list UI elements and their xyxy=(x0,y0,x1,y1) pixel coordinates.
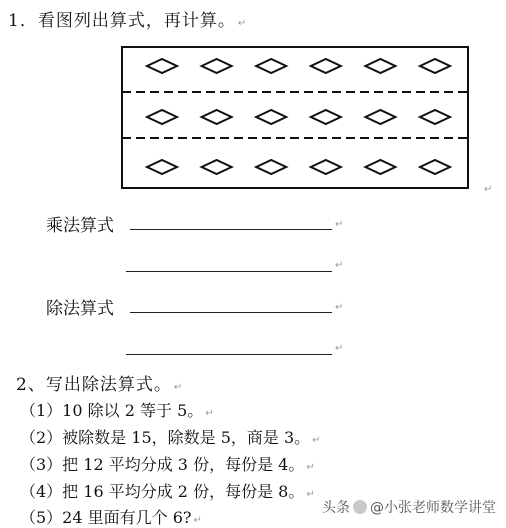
diamond-shape xyxy=(202,59,232,73)
mult-label: 乘法算式 xyxy=(46,216,114,236)
diamond-shape xyxy=(311,110,341,124)
return-mark: ↵ xyxy=(335,219,344,230)
return-mark: ↵ xyxy=(335,260,344,271)
q2-item-3: （3）把 12 平均分成 3 份，每份是 4。 ↵ xyxy=(20,455,315,474)
question-2-title-text: 2、写出除法算式。 xyxy=(16,375,172,395)
diamond-shape xyxy=(202,110,232,124)
return-mark: ↵ xyxy=(193,515,202,526)
diamond-shape xyxy=(365,59,395,73)
div-answer-line-1[interactable] xyxy=(130,312,332,313)
return-mark: ↵ xyxy=(306,489,315,500)
return-mark: ↵ xyxy=(237,18,248,29)
watermark xyxy=(322,497,496,517)
avatar-icon xyxy=(353,500,367,514)
return-mark: ↵ xyxy=(173,382,184,393)
diamond-group xyxy=(147,59,450,174)
diamond-shape xyxy=(420,160,450,174)
return-mark: ↵ xyxy=(484,184,493,195)
q2-item-4: （4）把 16 平均分成 2 份，每份是 8。 ↵ xyxy=(20,482,315,501)
div-answer-line-2[interactable] xyxy=(126,354,332,355)
diamond-shape xyxy=(311,160,341,174)
diamond-shape xyxy=(256,160,286,174)
return-mark: ↵ xyxy=(306,462,315,473)
question-2-title xyxy=(16,370,183,395)
diamond-shape xyxy=(311,59,341,73)
watermark-prefix: 头条 xyxy=(322,500,350,516)
diamond-shape xyxy=(202,160,232,174)
diamond-shape xyxy=(365,160,395,174)
watermark-account: @小张老师数学讲堂 xyxy=(370,500,496,516)
diamond-shape xyxy=(420,110,450,124)
diamond-shape xyxy=(147,59,177,73)
return-mark: ↵ xyxy=(205,408,214,419)
diamond-shape xyxy=(147,160,177,174)
question-1-title-text: 1．看图列出算式，再计算。 xyxy=(8,11,236,31)
diamond-shape xyxy=(365,110,395,124)
return-mark: ↵ xyxy=(335,343,344,354)
diamond-shape xyxy=(256,110,286,124)
return-mark: ↵ xyxy=(335,302,344,313)
mult-answer-line-2[interactable] xyxy=(126,271,332,272)
q2-item-5: （5）24 里面有几个 6? ↵ xyxy=(20,508,202,527)
diamond-shape xyxy=(420,59,450,73)
diamond-shape xyxy=(256,59,286,73)
return-mark: ↵ xyxy=(312,435,321,446)
q2-item-1: （1）10 除以 2 等于 5。 ↵ xyxy=(20,401,214,420)
div-label: 除法算式 xyxy=(46,299,114,319)
q2-item-2: （2）被除数是 15，除数是 5，商是 3。 ↵ xyxy=(20,428,321,447)
diamond-shape xyxy=(147,110,177,124)
mult-answer-line-1[interactable] xyxy=(130,229,332,230)
